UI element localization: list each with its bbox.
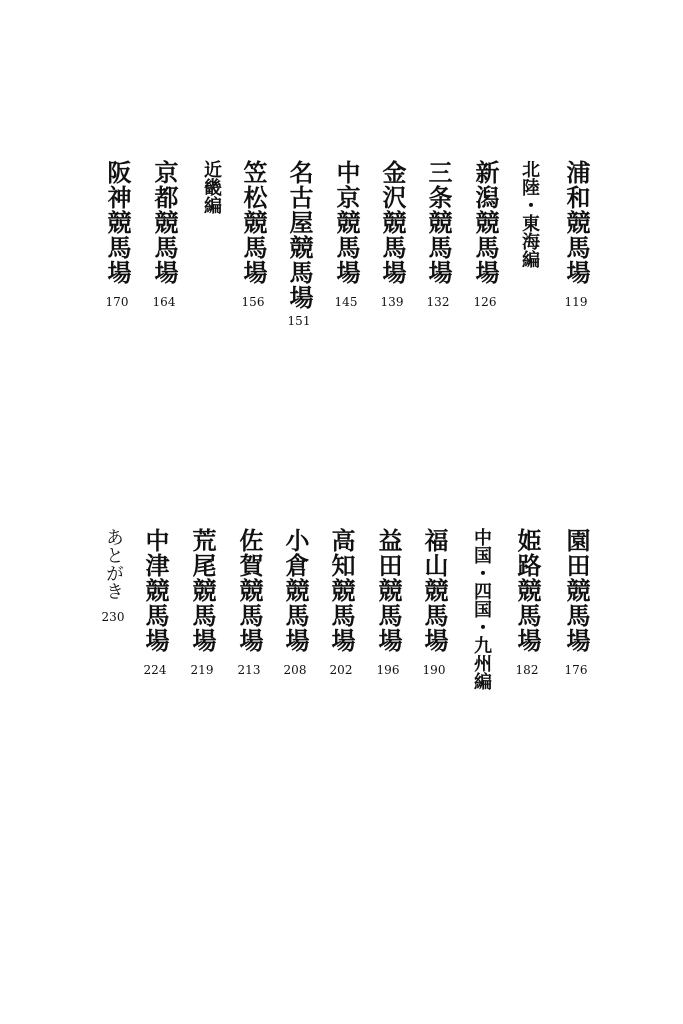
entry-page: 145 [334,295,358,309]
toc-entry-kasamatsu[interactable] [233,160,273,309]
entry-page: 151 [287,314,311,328]
entry-title: あとがき [103,528,124,600]
entry-page: 213 [237,663,261,677]
entry-title: 姫路競馬場 [513,528,541,653]
entry-page: 182 [515,663,539,677]
entry-page: 219 [190,663,214,677]
toc-entry-arao[interactable] [182,528,222,677]
toc-entry-urawa[interactable] [556,160,596,309]
entry-title: 益田競馬場 [374,528,402,653]
entry-title: 金沢競馬場 [378,160,406,285]
entry-page: 190 [422,663,446,677]
entry-title: 中京競馬場 [332,160,360,285]
toc-section-hokuriku-tokai [509,160,549,268]
entry-title: 京都競馬場 [150,160,178,285]
section-title: 北陸・東海編 [519,160,540,268]
entry-page: 224 [143,663,167,677]
toc-entry-sanjo[interactable] [418,160,458,309]
entry-page: 196 [376,663,400,677]
toc-entry-kyoto[interactable] [144,160,184,309]
entry-page: 126 [473,295,497,309]
toc-entry-nakatsu[interactable] [135,528,175,677]
entry-page: 119 [564,295,588,309]
entry-title: 福山競馬場 [420,528,448,653]
toc-entry-afterword[interactable] [93,528,133,624]
entry-page: 170 [105,295,129,309]
entry-title: 園田競馬場 [562,528,590,653]
section-title: 中国・四国・九州編 [471,528,492,690]
entry-page: 156 [241,295,265,309]
entry-page: 176 [564,663,588,677]
entry-page: 164 [152,295,176,309]
toc-entry-kokura[interactable] [275,528,315,677]
toc-entry-chukyo[interactable] [326,160,366,309]
entry-title: 名古屋競馬場 [285,160,313,310]
toc-entry-kochi[interactable] [321,528,361,677]
toc-entry-saga[interactable] [229,528,269,677]
entry-title: 小倉競馬場 [281,528,309,653]
toc-entry-niigata[interactable] [465,160,505,309]
toc-entry-masuda[interactable] [368,528,408,677]
entry-title: 阪神競馬場 [103,160,131,285]
entry-page: 132 [426,295,450,309]
entry-page: 139 [380,295,404,309]
entry-title: 三条競馬場 [424,160,452,285]
toc-section-chugoku-shikoku-kyushu [461,528,501,690]
entry-title: 高知競馬場 [327,528,355,653]
entry-title: 佐賀競馬場 [235,528,263,653]
entry-page: 230 [101,610,125,624]
entry-title: 新潟競馬場 [471,160,499,285]
toc-entry-hanshin[interactable] [97,160,137,309]
entry-title: 荒尾競馬場 [188,528,216,653]
entry-title: 浦和競馬場 [562,160,590,285]
toc-entry-nagoya[interactable] [279,160,319,328]
toc-entry-himeji[interactable] [507,528,547,677]
section-title: 近畿編 [201,160,222,214]
entry-title: 中津競馬場 [141,528,169,653]
toc-section-kinki [191,160,231,214]
toc-entry-sonoda[interactable] [556,528,596,677]
toc-entry-kanazawa[interactable] [372,160,412,309]
entry-title: 笠松競馬場 [239,160,267,285]
entry-page: 202 [329,663,353,677]
toc-entry-fukuyama[interactable] [414,528,454,677]
entry-page: 208 [283,663,307,677]
